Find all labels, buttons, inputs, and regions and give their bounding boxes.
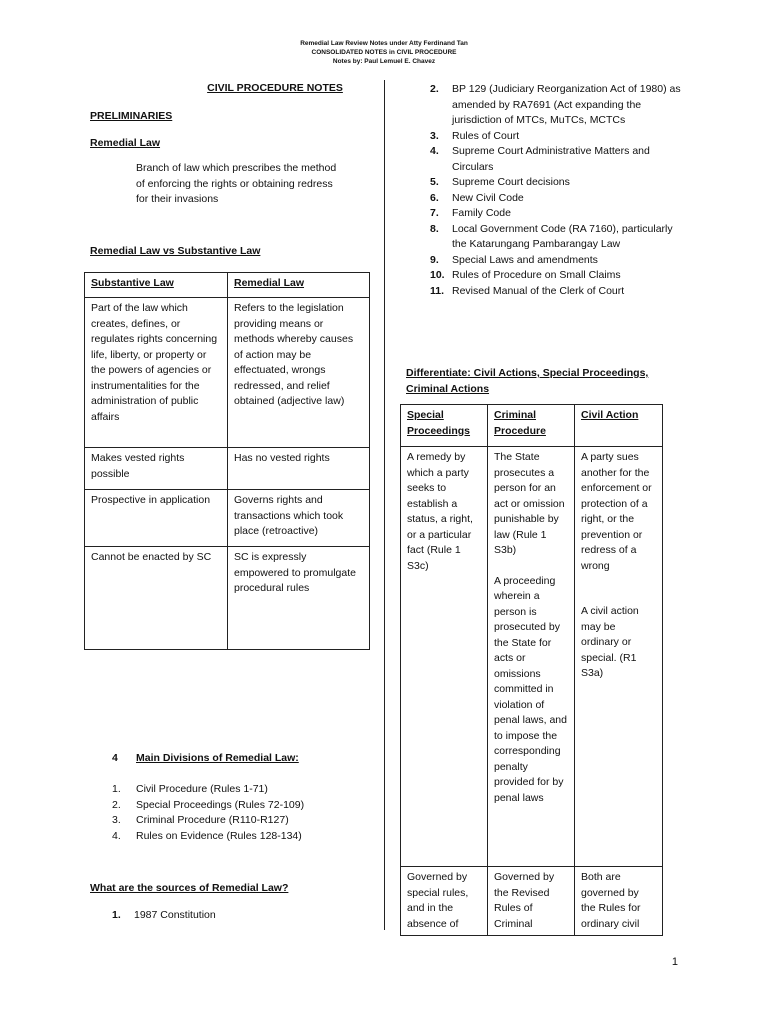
list-item: 10. Rules of Procedure on Small Claims (430, 269, 621, 281)
differentiate-heading: Differentiate: Civil Actions, Special Proceedings, Criminal Actions (406, 367, 649, 395)
table-cell: Refers to the legislation providing means or methods whereby causes of action may be effectuated, wrongs redressed, and relief obtained (adjective law) (228, 298, 370, 448)
list-item: 5. Supreme Court decisions (430, 176, 570, 188)
list-item: 4. Supreme Court Administrative Matters and Circulars (430, 145, 650, 173)
table-cell: Both are governed by the Rules for ordinary civil (575, 867, 663, 936)
list-item: 1. 1987 Constitution (112, 909, 216, 921)
list-item: 11. Revised Manual of the Clerk of Court (430, 284, 625, 297)
list-item: 6. New Civil Code (430, 191, 524, 204)
table-header-cell: Criminal Procedure (488, 405, 575, 447)
remedial-law-heading: Remedial Law (90, 137, 161, 149)
header-line-3: Notes by: Paul Lemuel E. Chavez (332, 58, 436, 65)
column-divider (384, 80, 385, 930)
divisions-heading: Main Divisions of Remedial Law: (136, 752, 299, 764)
document-header (0, 39, 768, 66)
list-item: 1. Civil Procedure (Rules 1-71) (112, 783, 268, 795)
list-item: 2. BP 129 (Judiciary Reorganization Act of 1980) as amended by RA7691 (Act expanding the jurisdiction of MTCs, MuTCs, MCTCs (430, 83, 681, 126)
list-item: 7. Family Code (430, 207, 511, 219)
table-cell: A remedy by which a party seeks to establish a status, a right, or a particular fact (Rule 1 S3c) (401, 447, 488, 867)
vs-heading: Remedial Law vs Substantive Law (90, 245, 261, 257)
list-item: 3. Criminal Procedure (R110-R127) (112, 814, 289, 826)
table-cell: Governed by special rules, and in the absence of (401, 867, 488, 936)
table-cell: The State prosecutes a person for an act or omission punishable by law (Rule 1 S3b) A proceeding wherein a person is prosecuted by the State for acts or omissions committed in violation of penal laws, and to impose the corresponding penalty provided for by penal laws (488, 447, 575, 867)
table-row (401, 405, 663, 447)
table-cell: SC is expressly empowered to promulgate procedural rules (228, 547, 370, 650)
list-item: 4. Rules on Evidence (Rules 128-134) (112, 829, 302, 842)
table-header-cell: Substantive Law (85, 273, 228, 298)
table-header-cell: Remedial Law (228, 273, 370, 298)
table-row (85, 298, 370, 448)
differentiate-table (400, 404, 663, 936)
table-row (85, 448, 370, 490)
sources-list (430, 82, 692, 299)
page-title: CIVIL PROCEDURE NOTES (207, 82, 343, 94)
table-header-cell: Special Proceedings (401, 405, 488, 447)
divisions-number: 4 (112, 752, 118, 764)
list-item: 9. Special Laws and amendments (430, 253, 598, 266)
divisions-list (112, 782, 304, 844)
table-cell: Part of the law which creates, defines, or regulates rights concerning life, liberty, or property or the powers of agencies or instrumentalities for the administration of public affairs (85, 298, 228, 448)
header-line-2: CONSOLIDATED NOTES in CIVIL PROCEDURE (311, 49, 457, 56)
table-cell: Governs rights and transactions which took place (retroactive) (228, 490, 370, 547)
vs-table (84, 272, 370, 650)
table-row (401, 867, 663, 936)
table-cell: Cannot be enacted by SC (85, 547, 228, 650)
list-item: 8. Local Government Code (RA 7160), particularly the Katarungang Pambarangay Law (430, 222, 673, 250)
header-line-1: Remedial Law Review Notes under Atty Ferdinand Tan (300, 40, 468, 47)
table-row (85, 547, 370, 650)
remedial-law-definition: Branch of law which prescribes the method of enforcing the rights or obtaining redress for their invasions (136, 162, 337, 205)
preliminaries-heading: PRELIMINARIES (90, 110, 173, 122)
page-number: 1 (671, 956, 678, 968)
table-cell: Prospective in application (85, 490, 228, 547)
table-cell: A party sues another for the enforcement or protection of a right, or the prevention or redress of a wrong A civil action may be ordinary or special. (R1 S3a) (575, 447, 663, 867)
divisions-section (112, 752, 299, 764)
sources-heading: What are the sources of Remedial Law? (90, 882, 289, 894)
table-row (85, 273, 370, 298)
table-cell: Governed by the Revised Rules of Criminal (488, 867, 575, 936)
list-item: 3. Rules of Court (430, 129, 520, 142)
list-item: 2. Special Proceedings (Rules 72-109) (112, 798, 305, 811)
table-cell: Makes vested rights possible (85, 448, 228, 490)
table-row (401, 447, 663, 867)
table-row (85, 490, 370, 547)
table-header-cell: Civil Action (575, 405, 663, 447)
table-cell: Has no vested rights (228, 448, 370, 490)
